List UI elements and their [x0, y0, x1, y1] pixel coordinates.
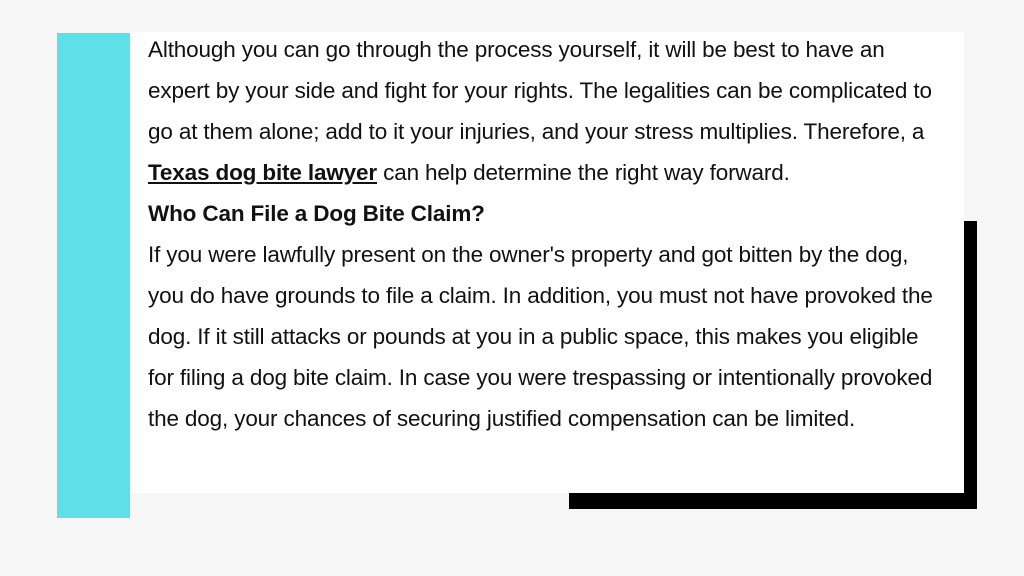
eligibility-paragraph: If you were lawfully present on the owner's property and got bitten by the dog, you do have grounds to file a claim. In addition, you must not have provoked the dog. If it still attacks or pounds at you in a public space, this makes you eligible for filing a dog bite claim. In case you were trespassing or intentionally provoked the dog, your chances of securing justified compensation can be limited. [148, 242, 933, 431]
article-body [148, 29, 948, 439]
intro-text-after-link: can help determine the right way forward. [377, 160, 790, 185]
accent-bar [57, 33, 130, 518]
texas-dog-bite-lawyer-link[interactable]: Texas dog bite lawyer [148, 160, 378, 185]
section-heading: Who Can File a Dog Bite Claim? [148, 201, 485, 226]
intro-text-before-link: Although you can go through the process yourself, it will be best to have an expert by your side and fight for your rights. The legalities can be complicated to go at them alone; add to it your injuries, and your stress multiplies. Therefore, a [148, 37, 932, 144]
intro-paragraph [148, 29, 948, 193]
